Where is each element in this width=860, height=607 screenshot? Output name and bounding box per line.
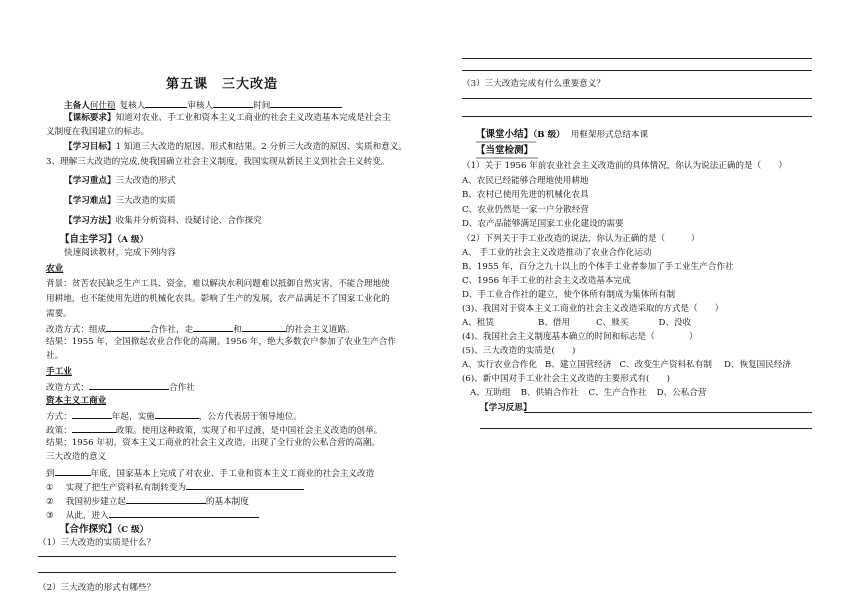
agri-method-a: 改造方式：组成 — [46, 325, 107, 335]
audit-blank[interactable] — [213, 98, 253, 108]
meaning-heading: 三大改造的意义 — [46, 452, 107, 462]
self-label: 【自主学习】 — [60, 234, 118, 245]
check-underline — [476, 157, 538, 159]
check-q3-d[interactable]: D、没收 — [658, 318, 692, 328]
prep-label: 主备人 — [64, 101, 90, 111]
key-label: 【学习重点】 — [64, 176, 116, 186]
agri-heading: 农业 — [46, 264, 64, 274]
reflect-label: 【学习反思】 — [480, 403, 532, 413]
difficulty-line — [64, 195, 176, 208]
check-q3: (3)、我国对于资本主义工商业的社会主义改造采取的方式是（ ） — [462, 304, 724, 314]
q1-answer-line-1[interactable] — [38, 556, 396, 557]
check-q5-d[interactable]: D、恢复国民经济 — [723, 360, 792, 370]
check-q1-a[interactable]: A、农民已经能够合理地使用耕地 — [462, 176, 589, 186]
check-q5-a[interactable]: A、实行农业合作化 — [462, 360, 537, 370]
check-q3-a[interactable]: A、租赁 — [462, 318, 494, 328]
check-q3-b[interactable]: B、借用 — [538, 318, 571, 328]
q3: （3）三大改造完成有什么重要意义？ — [462, 79, 605, 89]
check-heading: 【当堂检测】 — [476, 145, 534, 156]
agri-blank-1[interactable] — [106, 322, 150, 332]
review-label: 复核人 — [119, 101, 146, 111]
audit-label: 审核人 — [187, 101, 214, 111]
cap-way — [46, 409, 302, 424]
meta-line — [64, 98, 342, 113]
check-q6-d[interactable]: D、公私合营 — [656, 388, 707, 398]
m1-num: ① — [46, 483, 54, 493]
coop-heading — [60, 523, 148, 537]
check-q1-b[interactable]: B、农村已使用先进的机械化农具 — [462, 190, 589, 200]
check-q2-b[interactable]: B、1955 年，百分之九十以上的个体手工业者参加了手工业生产合作社 — [462, 262, 734, 272]
self-study-heading — [60, 233, 148, 247]
hand-method — [46, 380, 195, 395]
m2-blank[interactable] — [126, 494, 206, 504]
meaning-b: 年底，国家基本上完成了对农业、手工业和资本主义工商业的社会主义改造 — [90, 469, 375, 479]
hand-method-b: 合作社 — [168, 383, 195, 393]
meaning-item-2 — [46, 494, 249, 509]
time-label: 时间 — [253, 101, 271, 111]
review-blank[interactable] — [145, 98, 187, 108]
m2-text-b: 的基本制度 — [205, 497, 249, 507]
check-q2-c[interactable]: C、1956 年手工业的社会主义改造基本完成 — [462, 276, 631, 286]
check-q1-c[interactable]: C、农业仍然是一家一户分散经营 — [462, 205, 589, 215]
goal-line-1 — [64, 141, 407, 154]
meaning-a: 到 — [46, 469, 55, 479]
agri-blank-2[interactable] — [193, 322, 233, 332]
goal-text: 1 知道三大改造的原因、形式和结果。2 分析三大改造的原因、实质和意义。 — [115, 142, 407, 152]
q2-answer-line-2[interactable] — [462, 70, 812, 71]
agri-bg-2: 用耕地，也不能使用先进的机械化农具。影响了生产的发展，农产品满足不了国家工业化的 — [46, 294, 390, 304]
check-q5-options — [462, 359, 791, 372]
coop-q2: （2）三大改造的形式有哪些？ — [38, 583, 156, 593]
hand-blank[interactable] — [89, 380, 169, 390]
reflect-line-1[interactable] — [524, 412, 812, 413]
summary-level: （B 级） — [533, 130, 565, 140]
m1-text: 实现了把生产资料私有制转变为 — [65, 483, 187, 493]
meaning-blank[interactable] — [55, 466, 91, 476]
check-q6: (6)、新中国对手工业社会主义改造的主要形式有( ) — [462, 374, 670, 384]
check-q4: (4)、我国社会主义制度基本确立的时间和标志是（ ） — [462, 332, 698, 342]
cap-policy-a: 政策： — [46, 426, 72, 436]
cap-heading: 资本主义工商业 — [46, 396, 107, 406]
coop-level: （C 级） — [117, 525, 149, 535]
key-line — [64, 175, 176, 188]
m3-num: ③ — [46, 511, 54, 521]
cap-way-a: 方式： — [46, 412, 72, 422]
agri-result-1: 结果：1955 年，全国掀起农业合作化的高潮。1956 年，绝大多数农户参加了农业生产合作 — [46, 337, 396, 347]
cap-policy-b: 政策。使用这种政策，实现了和平过渡，是中国社会主义改造的创举。 — [115, 426, 383, 436]
standard-label: 【课标要求】 — [64, 113, 116, 123]
agri-method — [46, 322, 355, 337]
cap-blank-3[interactable] — [72, 423, 116, 433]
hand-method-a: 改造方式： — [46, 383, 89, 393]
coop-label: 【合作探究】 — [60, 524, 118, 535]
check-q5-b[interactable]: B、建立国营经济 — [544, 360, 612, 370]
cap-result: 结果：1956 年初，资本主义工商业的社会主义改造，出现了全行业的公私合营的高潮。 — [46, 438, 380, 448]
lesson-title: 第五课 三大改造 — [166, 77, 279, 92]
check-q3-c[interactable]: C、赎买 — [596, 318, 629, 328]
cap-policy — [46, 423, 382, 438]
agri-bg-1: 背景：贫苦农民缺乏生产工具、资金，难以解决水利问题难以抵御自然灾害，不能合理地使 — [46, 279, 390, 289]
goal-line-2: 3、理解三大改造的完成,使我国确立社会主义制度，我国实现从新民主义到社会主义转变。 — [46, 157, 390, 167]
agri-blank-3[interactable] — [242, 322, 286, 332]
meaning-item-1 — [46, 480, 304, 495]
agri-method-b: 合作社，走 — [150, 325, 194, 335]
self-intro: 快速阅读教材，完成下列内容 — [64, 248, 176, 258]
standard-line-1 — [64, 112, 391, 125]
summary-underline — [476, 141, 536, 143]
difficulty-label: 【学习难点】 — [64, 196, 116, 206]
m2-num: ② — [46, 497, 54, 507]
agri-bg-3: 需要。 — [46, 309, 72, 319]
coop-q1: （1）三大改造的实质是什么？ — [38, 538, 156, 548]
q3-answer-line-1[interactable] — [462, 98, 812, 99]
method-label: 【学习方法】 — [64, 216, 116, 226]
check-q6-options — [470, 387, 706, 400]
standard-line-2: 义制度在我国建立的标志。 — [46, 127, 150, 137]
agri-method-c: 和 — [233, 325, 242, 335]
hand-heading: 手工业 — [46, 367, 72, 377]
m3-text: 从此，进入 — [65, 511, 109, 521]
check-q2: （2）下列关于手工业改造的说法，你认为正确的是（ ） — [462, 234, 700, 244]
cap-way-b: 年起，实施 — [111, 412, 155, 422]
summary-label: 【课堂小结】 — [476, 129, 534, 140]
q1-answer-line-2[interactable] — [38, 572, 396, 573]
cap-blank-1[interactable] — [72, 409, 112, 419]
check-q6-b[interactable]: B、供销合作社 — [520, 388, 579, 398]
time-blank[interactable] — [270, 98, 342, 108]
check-q5: (5)、三大改造的实质是( ) — [462, 346, 576, 356]
self-level: （A 级） — [117, 235, 149, 245]
check-q3-options — [462, 317, 691, 330]
m2-text-a: 我国初步建立起 — [65, 497, 126, 507]
check-q5-c[interactable]: C、改变生产资料私有制 — [619, 360, 712, 370]
check-q2-d[interactable]: D、手工业合作社的建立，使个体所有制成为集体所有制 — [462, 290, 676, 300]
agri-method-d: 的社会主义道路。 — [285, 325, 355, 335]
q2-answer-line-1[interactable] — [462, 58, 812, 59]
check-q1: （1）关于 1956 年前农业社会主义改造前的具体情况，你认为说法正确的是（ ） — [462, 161, 787, 171]
method-line — [64, 215, 262, 228]
standard-text-1: 知道对农业、手工业和资本主义工商业的社会主义改造基本完成是社会主 — [115, 113, 391, 123]
reflect-line-2[interactable] — [480, 428, 812, 429]
m3-blank[interactable] — [109, 508, 259, 518]
goal-label: 【学习目标】 — [64, 142, 116, 152]
check-q6-a[interactable]: A、互助组 — [470, 388, 511, 398]
check-q1-d[interactable]: D、农产品能够满足国家工业化建设的需要 — [462, 219, 624, 229]
agri-result-2: 社。 — [46, 351, 64, 361]
summary-text: 用框架形式总结本课 — [570, 130, 649, 140]
q3-answer-line-2[interactable] — [462, 116, 812, 117]
meaning-item-3 — [46, 508, 259, 523]
meaning-line — [46, 466, 374, 481]
difficulty-text: 三大改造的实质 — [115, 196, 176, 206]
m1-blank[interactable] — [186, 480, 304, 490]
prep-name: 何仕稳 — [89, 101, 116, 111]
check-q2-a[interactable]: A、 手工业的社会主义改造推动了农业合作化运动 — [462, 248, 652, 258]
check-q6-c[interactable]: C、生产合作社 — [588, 388, 647, 398]
key-text: 三大改造的形式 — [115, 176, 176, 186]
cap-blank-2[interactable] — [155, 409, 199, 419]
cap-way-c: ，公方代表居于领导地位。 — [198, 412, 302, 422]
method-text: 收集并分析资料、设疑讨论、合作探究 — [115, 216, 262, 226]
